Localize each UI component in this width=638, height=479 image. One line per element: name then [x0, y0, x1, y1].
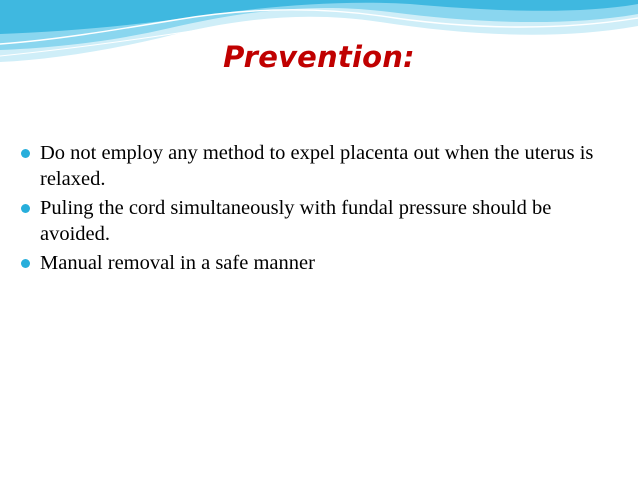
- bullet-circle-icon: [21, 149, 30, 158]
- bullet-text: Do not employ any method to expel placenta out when the uterus is relaxed.: [40, 142, 594, 190]
- bullet-text: Manual removal in a safe manner: [40, 252, 315, 274]
- bullet-item: [18, 140, 618, 192]
- bullet-item: [18, 250, 618, 276]
- bullet-item: [18, 195, 618, 247]
- bullet-circle-icon: [21, 204, 30, 213]
- slide-title: Prevention:: [223, 40, 415, 74]
- bullet-text: Puling the cord simultaneously with fundal pressure should be avoided.: [40, 197, 552, 245]
- bullet-circle-icon: [21, 259, 30, 268]
- bullet-list: [18, 140, 618, 279]
